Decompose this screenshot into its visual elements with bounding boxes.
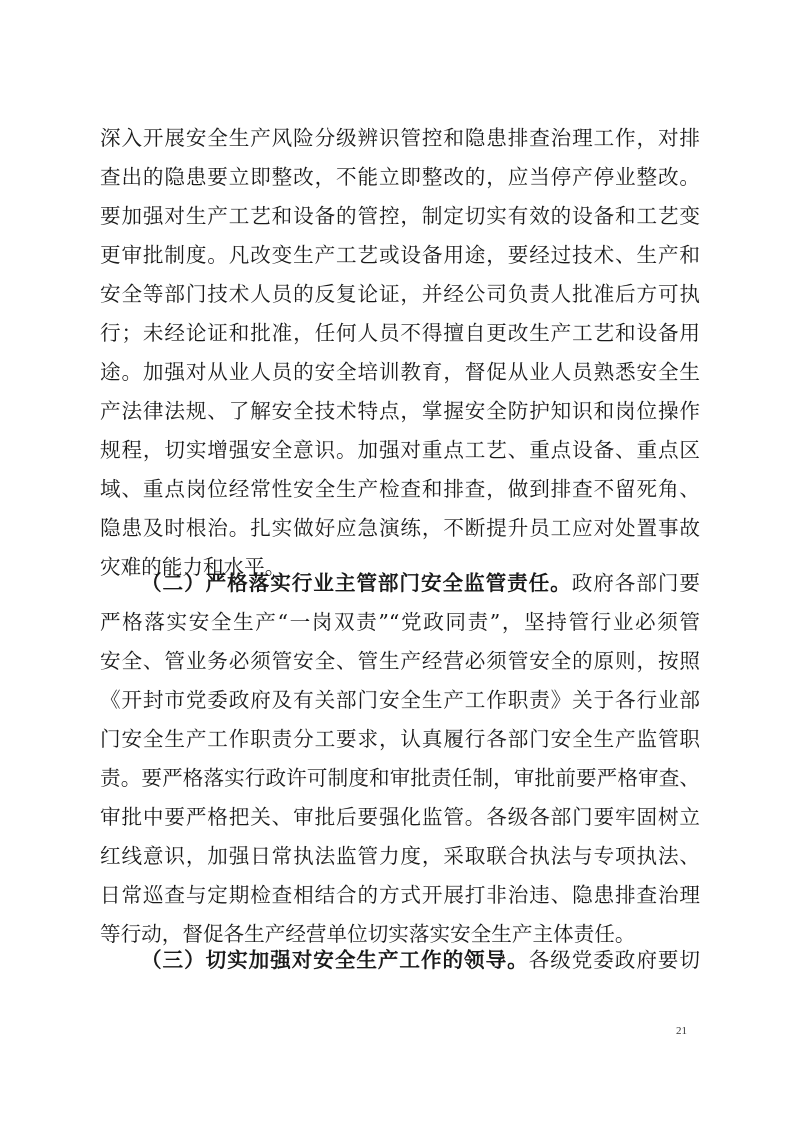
body-text-line: 产法律法规、了解安全技术特点，掌握安全防护知识和岗位操作 (100, 399, 700, 423)
body-text-line: 审批中要严格把关、审批后要强化监管。各级各部门要牢固树立 (100, 805, 700, 829)
section-heading-line (141, 941, 700, 979)
body-text-line: 深入开展安全生产风险分级辨识管控和隐患排查治理工作，对排 (100, 126, 700, 150)
section-heading: （三）切实加强对安全生产工作的领导。 (141, 948, 529, 972)
body-text-line: 查出的隐患要立即整改，不能立即整改的，应当停产停业整改。 (100, 165, 700, 189)
body-text-line: 安全、管业务必须管安全、管生产经营必须管安全的原则，按照 (100, 649, 700, 673)
body-text-line: 隐患及时根治。扎实做好应急演练，不断提升员工应对处置事故 (100, 516, 700, 540)
body-text-line: 更审批制度。凡改变生产工艺或设备用途，要经过技术、生产和 (100, 243, 700, 267)
body-text-line: 等行动，督促各生产经营单位切实落实安全生产主体责任。 (100, 922, 636, 946)
body-text-line: 规程，切实增强安全意识。加强对重点工艺、重点设备、重点区 (100, 438, 700, 462)
section-heading-continuation: 各级党委政府要切 (528, 948, 701, 972)
body-text-line: 严格落实安全生产“一岗双责”“党政同责”，坚持管行业必须管 (100, 610, 700, 634)
body-text-line: 途。加强对从业人员的安全培训教育，督促从业人员熟悉安全生 (100, 360, 700, 384)
body-text-line: 责。要严格落实行政许可制度和审批责任制，审批前要严格审查、 (100, 766, 700, 790)
page-number: 21 (676, 1025, 687, 1037)
section-heading: （二）严格落实行业主管部门安全监管责任。 (141, 571, 572, 595)
body-text-line: 门安全生产工作职责分工要求，认真履行各部门安全生产监管职 (100, 727, 700, 751)
section-heading-continuation: 政府各部门要 (571, 571, 701, 595)
body-text-line: 域、重点岗位经常性安全生产检查和排查，做到排查不留死角、 (100, 477, 700, 501)
body-text-line: 《开封市党委政府及有关部门安全生产工作职责》关于各行业部 (100, 688, 700, 712)
section-heading-line (141, 564, 700, 602)
body-text-line: 安全等部门技术人员的反复论证，并经公司负责人批准后方可执 (100, 282, 700, 306)
body-text-line: 行；未经论证和批准，任何人员不得擅自更改生产工艺和设备用 (100, 321, 700, 345)
body-text-line: 红线意识，加强日常执法监管力度，采取联合执法与专项执法、 (100, 844, 700, 868)
body-text-line: 日常巡查与定期检查相结合的方式开展打非治违、隐患排查治理 (100, 883, 700, 907)
body-text-line: 灾难的能力和水平。 (100, 555, 286, 579)
body-text-line: 要加强对生产工艺和设备的管控，制定切实有效的设备和工艺变 (100, 204, 700, 228)
